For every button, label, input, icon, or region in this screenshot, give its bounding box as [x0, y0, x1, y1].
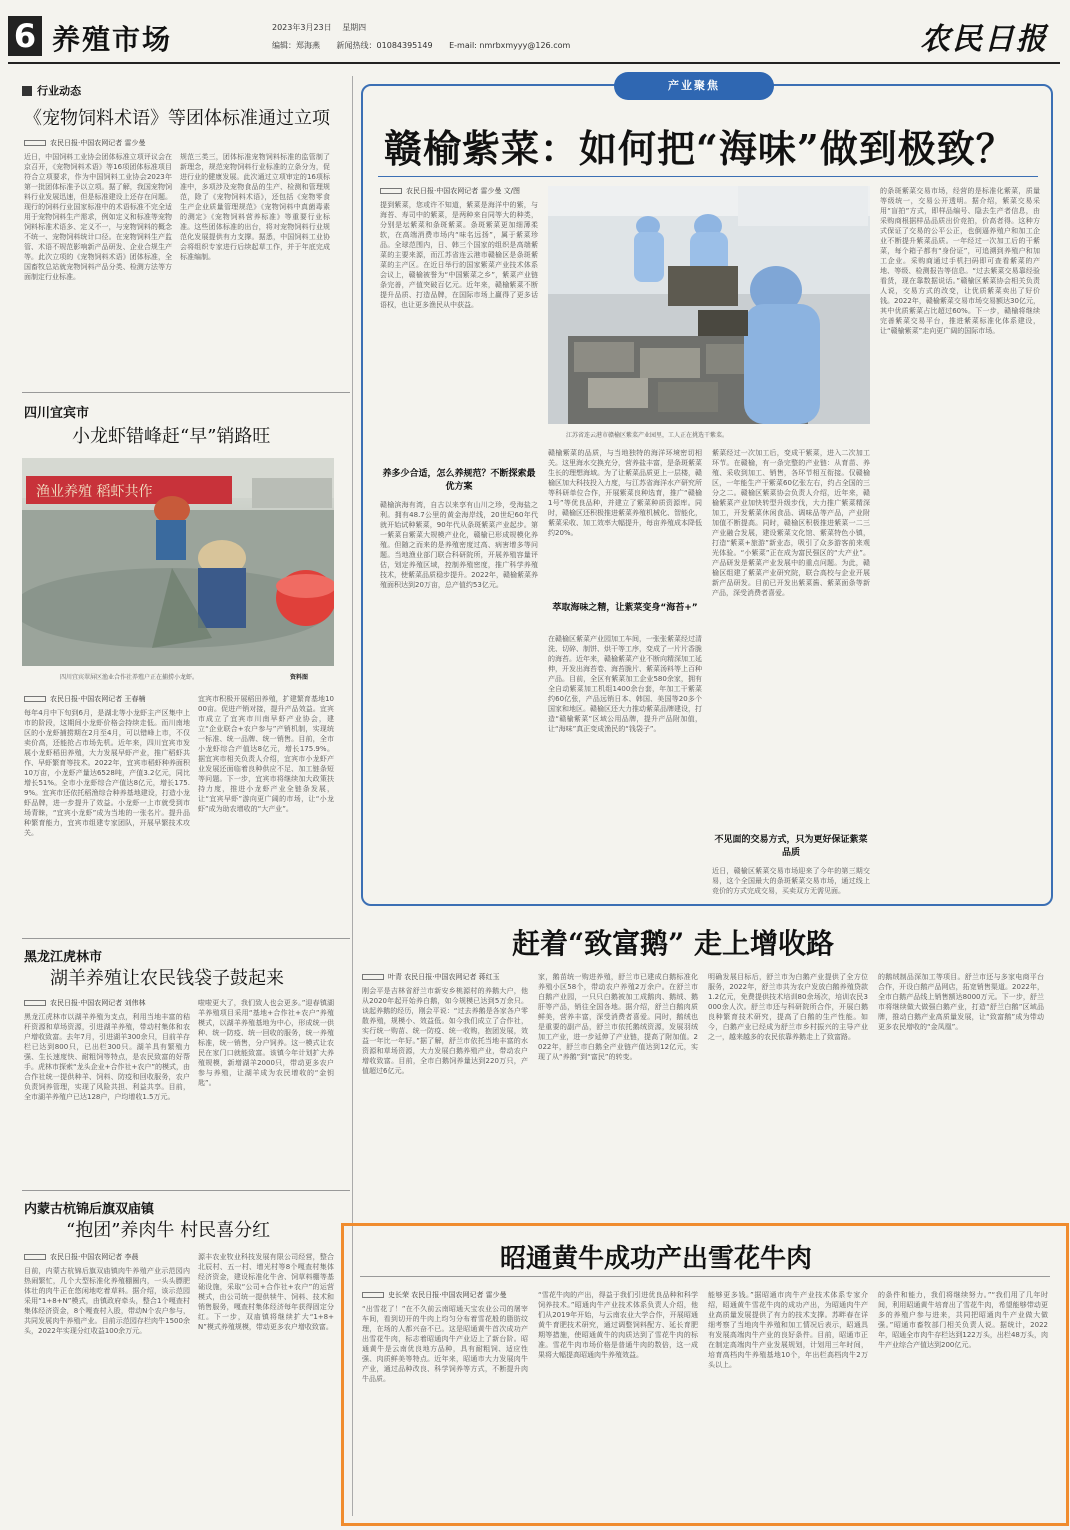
- issue-weekday: 星期四: [342, 23, 367, 32]
- section-name: 养殖市场: [52, 23, 173, 56]
- beef-body-col4: 的条件和能力，我们将继续努力。”“我们用了几年时间，利用昭通黄牛培育出了雪花牛肉，希望能够带动更多的养殖户参与进来，共同把昭通肉牛产业做大做强。”昭通市畜牧部门相关负责人说。据统计，2022年，昭通全市肉牛存栏达到122万头，出栏48万头，肉牛产业综合产值达到200亿元。: [878, 1291, 1048, 1349]
- issue-date: 2023年3月23日: [272, 23, 332, 32]
- beef-title-rule: [360, 1276, 1050, 1277]
- divider: [22, 392, 350, 393]
- byline-goose: 叶青 农民日报·中国农网记者 蒋红玉: [362, 972, 500, 982]
- feature-byline: 农民日报·中国农网记者 雷少曼 文/图: [380, 186, 520, 196]
- body-pet-feed-col1: 近日，中国饲料工业协会团体标准立项评议会在京召开，《宠物饲料术语》等16项团体标准项目符合立项要求，作为中国饲料工业协会2023年第一批团体标准予以立项。据了解，我国宠物饲料行业发展迅速，但是标准建设上还存在问题。现行的饲料行业国家标准中的术语标准不完全适用于宠物饲料生产需求，例如定义和标准等宠物饲料标准术语多、定义不一，与宠物饲料的概念不统一、宠物饲料统计口径。在宠物饲料生产监管、术语不规范影响新产品研发、企业合规生产等。此次立项的《宠物饲料术语》团体标准，全国畜牧总站就宠物饲料产品分类、检测方法等方面制定行业标准。: [24, 153, 172, 281]
- divider: [22, 1190, 350, 1191]
- beef-body-col2: “雪花牛肉的产出，得益于我们引进优良品种和科学饲养技术。”昭通肉牛产业技术体系负责人介绍，他们从2019年开始，与云南农业大学合作，开展昭通黄牛育肥技术研究，通过调整饲料配方、延长育肥期等措施，使昭通黄牛的肉质达到了雪花牛肉的标准。雪花牛肉市场价格是普通牛肉的数倍，这一成果将大幅提高昭通肉牛养殖效益。: [538, 1291, 698, 1359]
- byline-crayfish: 农民日报·中国农网记者 王春楠: [24, 694, 145, 704]
- feature-photo-art: [548, 186, 870, 424]
- section-label: 行业动态: [37, 84, 82, 98]
- article-title-beef-cattle: “抱团”养肉牛 村民喜分红: [66, 1220, 271, 1241]
- feature-body-col1-top: 提到紫菜，您或许不知道，紫菜是海洋中的紫，与海苔、寿司中的紫菜，是两种来自同等大的种类，分别是坛紫菜和条斑紫菜。条斑紫菜更加细薄柔软，在高端消费市场内“味名远扬”，属于紫菜珍品。全球范围内，日、韩三个国家的组织是高端紫菜的主要来源，而江苏省连云港市赣榆区是条斑紫菜的主产区。在近日举行的国家紫菜产业技术体系会议上，赣榆被誉为“中国紫菜之乡”，紫菜产业链条完善，产值突破百亿元。近年来，赣榆紫菜不断提升品质、打造品牌，在国际市场上赢得了更多话语权，也让更多渔民从中获益。: [380, 201, 538, 309]
- feature-body-col2-top: 赣榆紫菜的品质，与当地独特的海洋环境密切相关。这里海水交换充分，营养盐丰富，是条斑紫菜生长的理想海域。为了让紫菜品质更上一层楼，赣榆区加大科技投入力度，与江苏省海洋水产研究所等科研单位合作，开展紫菜良种选育，推广“赣榆1号”等优良品种，并建立了紫菜种质资源库。同时，赣榆区还积极推进紫菜养殖机械化、智能化，紫菜采收、加工效率大幅提升，每亩养殖成本降低约20%。: [548, 449, 702, 537]
- body-hu-sheep-col2: 啦啦更大了，我们致人也会更多。”迎春镇湖羊养殖项目采用“基地+合作社+农户”养殖模式，以湖羊养殖基地为中心，形成统一供种、统一防疫、统一回收的服务，统一养殖标准，统一销售，分户饲养。这一模式让农民在家门口就能致富。该镇今年计划扩大养殖规模，新增湖羊2000只，带动更多农户参与养殖，让湖羊成为农民增收的“金钥匙”。: [198, 999, 334, 1087]
- section-label-icon: [22, 86, 32, 96]
- feature-body-col2-bottom: 在赣榆区紫菜产业园加工车间，一张张紫菜经过清洗、切碎、制饼、烘干等工序，变成了一片片香脆的海苔。近年来，赣榆紫菜产业不断向精深加工延伸，开发出海苔卷、海苔脆片、紫菜汤料等上百种产品。目前，全区有紫菜加工企业580余家，拥有全自动紫菜加工机组1400余台套，年加工干紫菜约60亿张，产品远销日本、韩国、美国等20多个国家和地区。赣榆区还大力推动紫菜品牌建设，打造“赣榆紫菜”区域公用品牌，提升产品附加值，让“海味”真正变成渔民的“钱袋子”。: [548, 635, 702, 733]
- article-title-pet-feed: 《宠物饲料术语》等团体标准通过立项: [24, 108, 330, 129]
- crayfish-photo: [22, 458, 334, 666]
- article-title-crayfish: 小龙虾错峰赶“早”销路旺: [72, 426, 271, 447]
- email: E-mail: nmrbxmyyy@126.com: [449, 41, 571, 50]
- body-beef-cattle-col2: 源丰农业牧业科技发展有限公司经营，整合北辰村、五一村、增光村等8个嘎查村集体经济资金，建设标准化牛舍、饲草料棚等基础设施，采取“公司+合作社+农户”的运营模式，由公司统一提供犊牛、饲料、技术和销售服务，嘎查村集体经济每年获得固定分红。下一步，双庙镇将继续扩大“1+8+N”模式养殖规模，带动更多农户增收致富。: [198, 1253, 334, 1331]
- editor: 编辑：郑海燕: [272, 41, 320, 50]
- crayfish-photo-caption: 四川宜宾翠屏区渔业合作社养殖户正在捕捞小龙虾。: [60, 674, 199, 681]
- goose-body-col1: 刚会平是吉林省舒兰市新安乡桃源村的养鹅大户，他从2020年起开始养白鹅，如今规模已达到5万余只。谈起养鹅的经历，刚会平说：“过去养鹅是各家各户零散养殖，规模小、效益低。如今我们成立了合作社，实行统一购苗、统一防疫、统一收购，抱团发展，效益一年比一年好。”据了解，舒兰市依托当地丰富的水资源和草场资源，大力发展白鹅养殖产业，带动农户增收致富。目前，全市白鹅饲养量达到220万只，产值超过6亿元。: [362, 987, 528, 1075]
- byline-pet-feed: 农民日报·中国农网记者 雷少曼: [24, 138, 145, 148]
- hotline: 新闻热线：01084395149: [336, 41, 433, 50]
- body-crayfish-col1: 每年4月中下旬到6月，是湖北等小龙虾主产区集中上市的阶段，这期间小龙虾价格会持续走低。而川南地区的小龙虾捕捞期在2月至4月，可以错峰上市，不仅卖价高，还能抢占市场先机。近年来，四川宜宾市发展小龙虾稻田养殖，大力发展早虾产业，推广稻虾共作、早虾繁育等技术。2022年，宜宾市稻虾种养面积10万亩，小龙虾产量达6528吨，产值3.2亿元，同比增长51%。全市小龙虾综合产值达8亿元，增长175.9%。宜宾市还依托稻渔综合种养基地建设，打造小龙虾品牌，进一步提升了效益。小龙虾一上市就受到市场青睐，“宜宾小龙虾”成为当地的一张名片。提升品种繁育能力，宜宾市组建专家团队，开展早繁技术攻关。: [24, 709, 190, 837]
- feature-title-rule: [378, 176, 1038, 177]
- beef-body-col3: 能够更多钱。”据昭通市肉牛产业技术体系专家介绍，昭通黄牛雪花牛肉的成功产出，为昭通肉牛产业高质量发展提供了有力的技术支撑。苏畔春在详细考察了当地肉牛养殖和加工情况后表示，昭通具有发展高端肉牛产业的良好条件。目前，昭通市正在制定高端肉牛产业发展规划，计划用三年时间，培育高档肉牛养殖基地10个，年出栏高档肉牛2万头以上。: [708, 1291, 868, 1369]
- issue-date-line: [272, 22, 366, 33]
- article-title-beef: 昭通黄牛成功产出雪花牛肉: [500, 1244, 813, 1274]
- body-pet-feed-col2: 规范三类三，团体标准宠物饲料标准的监管制了新理念，规范宠物饲料行业标准的立条分为，促进行业的健康发展。此次通过立项审定的16项标准中，多项涉及宠物食品的生产、检测和管理规范，除了《宠物饲料术语》，还包括《宠物零食生产企业质量管理规范》《宠物饲料中真菌毒素的测定》《宠物饲料营养标准》等重要行业标准。这些团体标准的出台，将对宠物饲料行业规范化发展提供有力支撑。据悉，中国饲料工业协会将组织专家进行后续起草工作，并于年底完成标准编制。: [180, 153, 330, 261]
- crayfish-photo-credit: 资料图: [290, 674, 309, 681]
- feature-body-col4: 的条斑紫菜交易市场，经营的是标准化紫菜，质量等级统一，交易公开透明。据介绍，紫菜交易采用“盲拍”方式，即样品编号、隐去生产者信息，由采购商根据样品品质出价竞拍，价高者得。这种方式保证了交易的公平公正，也倒逼养殖户和加工企业不断提升紫菜品质。一年经过一次加工后的干紫菜，每个箱子都有“身份证”，可追溯到养殖户和加工企业。采购商通过手机扫码即可查看紫菜的产地、等级、检测报告等信息。“过去紫菜交易靠经验看货，现在靠数据说话。”赣榆区紫菜协会相关负责人说，交易方式的改变，让优质紫菜卖出了好价钱。2022年，赣榆紫菜交易市场交易额达30亿元，其中优质紫菜占比超过60%。下一步，赣榆将继续完善紫菜交易平台，推进紫菜标准化体系建设，让“赣榆紫菜”走向更广阔的国际市场。: [880, 187, 1040, 335]
- location-hulin: 黑龙江虎林市: [24, 950, 103, 965]
- section-label-row: [22, 80, 352, 99]
- body-crayfish-col2: 宜宾市积极开展稻田养殖，扩建繁育基地1000亩。促进产销对接，提升产品效益。宜宾市成立了宜宾市川南早虾产业协会，建立“企业联合+农户参与”产销机制，实现统一标准、统一品牌、统一销售。目前，全市小龙虾综合产值达8亿元，增长175.9%。据宜宾市相关负责人介绍，宜宾市小龙虾产业发展还面临着良种供应不足、加工链条短等问题。下一步，宜宾市将继续加大政策扶持力度，推进小龙虾产业全链条发展，让“宜宾早虾”游向更广阔的市场，让“小龙虾”成为助农增收的“大产业”。: [198, 695, 334, 813]
- masthead-rule: [8, 62, 1060, 64]
- goose-body-col2: 家，鹅苗统一购进养殖，舒兰市已建成白鹅标准化养殖小区58个，带动农户养殖2万余户。在舒兰市白鹅产业园，一只只白鹅被加工成鹅肉、鹅绒、鹅肝等产品，销往全国各地。据介绍，舒兰白鹅肉质鲜美，营养丰富，深受消费者喜爱。同时，鹅绒也是重要的副产品，舒兰市依托鹅绒资源，发展羽绒加工产业，进一步延伸了产业链，提高了附加值。2022年，舒兰市白鹅全产业链产值达到12亿元，实现了从“养鹅”到“富民”的转变。: [538, 973, 698, 1061]
- feature-subhead-2: 萃取海味之精，让紫菜变身“海苔+”: [552, 603, 698, 613]
- divider: [22, 938, 350, 939]
- article-title-goose: 赶着“致富鹅” 走上增收路: [512, 927, 834, 960]
- location-shuangmiao: 内蒙古杭锦后旗双庙镇: [24, 1202, 155, 1217]
- feature-subhead-3: 不见面的交易方式，只为更好保证紫菜品质: [714, 835, 868, 858]
- feature-body-col1-bottom: 赣榆滨海有湾，自古以来享有山川之珍，受海盐之利。拥有48.7公里的黄金海岸线，20世纪60年代就开始试种紫菜，90年代从条斑紫菜产业起步。第一紫菜自紫菜大规模产业化，赣榆已形成规模化养殖。但随之而来的是养殖密度过高、病害增多等问题。当地渔业部门联合科研院所，开展养殖容量评估，划定养殖区域，控制养殖密度，推广科学养殖技术，使紫菜品质稳步提升。2022年，赣榆紫菜养殖面积达到20万亩，总产值约53亿元。: [380, 501, 538, 589]
- contact-line: [272, 40, 570, 51]
- goose-body-col3: 明确发展目标后，舒兰市为白鹅产业提供了全方位服务，2022年，舒兰市共为农户发放白鹅养殖贷款1.2亿元，免费提供技术培训80余场次，培训农民3000余人次。舒兰市还与科研院所合作，开展白鹅良种繁育技术研究，提高了白鹅的生产性能。如今，白鹅产业已经成为舒兰市乡村振兴的主导产业之一，越来越多的农民依靠养鹅走上了致富路。: [708, 973, 868, 1041]
- page-number: 6: [8, 16, 42, 56]
- svg-text:渔业养殖 稻虾共作: 渔业养殖 稻虾共作: [36, 484, 153, 500]
- newspaper-logo: 农民日报: [920, 22, 1048, 57]
- byline-hu-sheep: 农民日报·中国农网记者 刘伟林: [24, 998, 145, 1008]
- goose-body-col4: 的鹅绒制品深加工等项目。舒兰市还与多家电商平台合作，开设白鹅产品网店，拓宽销售渠道。2022年，全市白鹅产品线上销售额达8000万元。下一步，舒兰市将继续做大做强白鹅产业，打造“舒兰白鹅”区域品牌，推动白鹅产业高质量发展，让“致富鹅”成为带动更多农民增收的“金凤凰”。: [878, 973, 1044, 1031]
- feature-subhead-1: 养多少合适，怎么养规范？不断探索最优方案: [382, 469, 536, 492]
- feature-photo-caption: 江苏省连云港市赣榆区紫菜产业园里，工人正在挑选干紫菜。: [566, 432, 729, 439]
- feature-title: 赣榆紫菜：如何把“海味”做到极致？: [384, 126, 1015, 171]
- feature-tag: 产业聚焦: [614, 72, 774, 100]
- byline-beef-cattle: 农民日报·中国农网记者 李晨: [24, 1252, 138, 1262]
- article-title-hu-sheep: 湖羊养殖让农民钱袋子鼓起来: [50, 968, 284, 989]
- byline-beef: 史长荣 农民日报·中国农网记者 雷少曼: [362, 1290, 507, 1300]
- location-yibin: 四川宜宾市: [24, 406, 90, 421]
- body-hu-sheep-col1: 黑龙江虎林市以湖羊养殖为支点，利用当地丰富的秸秆资源和草场资源，引进湖羊养殖，带动村集体和农户增收致富。去年7月，引进湖羊300余只，目前羊存栏已达到800只，已出栏300只。湖羊具有繁殖力强、生长速度快、耐粗饲等特点，是农民致富的好帮手。虎林市探索“龙头企业+合作社+农户”的模式，由合作社统一提供种羊、饲料、防疫和回收服务，农户负责饲养管理，实现了风险共担、利益共享。目前，全市湖羊养殖户已达128户，户均增收1.5万元。: [24, 1013, 190, 1101]
- feature-photo: [548, 186, 870, 424]
- feature-body-col3-bottom: 近日，赣榆区紫菜交易市场迎来了今年的第三期交易，这个全国最大的条斑紫菜交易市场，通过线上竞价的方式完成交易，买卖双方无需见面。: [712, 867, 870, 895]
- feature-body-col3: 紫菜经过一次加工后，变成干紫菜，进入二次加工环节。在赣榆，有一条完整的产业链：从育苗、养殖、采收到加工、销售，各环节相互衔接。仅赣榆区，一年能生产干紫菜60亿张左右，约占全国的三分之二。赣榆区紫菜协会负责人介绍，近年来，赣榆紫菜产业加快转型升级步伐，大力推广紫菜精深加工，开发紫菜休闲食品、调味品等产品，产业附加值不断提高。同时，赣榆区积极推进紫菜一二三产业融合发展，建设紫菜文化馆、紫菜特色小镇，打造“紫菜+旅游”新业态，吸引了众多游客前来观光体验。“小紫菜”正在成为富民强区的“大产业”。产品研发是紫菜产业发展中的重点问题。为此，赣榆区组建了紫菜产业研究院，联合高校与企业开展新产品研发。目前已开发出紫菜酱、紫菜面条等新产品，深受消费者喜爱。: [712, 449, 870, 597]
- beef-body-col1: “出雪花了！”在不久前云南昭通天宝农业公司的屠宰车间，看到切开的牛肉上均匀分布着雪花般的脂肪纹理，在场的人都兴奋不已。这是昭通黄牛首次成功产出雪花牛肉，标志着昭通肉牛产业迈上了新台阶。昭通黄牛是云南优良地方品种，具有耐粗饲、适应性强、肉质鲜美等特点。近年来，昭通市大力发展肉牛产业，通过品种改良、科学饲养等方式，不断提升肉牛品质。: [362, 1305, 528, 1383]
- crayfish-photo-art: [22, 458, 334, 666]
- masthead: [0, 0, 1070, 60]
- body-beef-cattle-col1: 目前，内蒙古杭锦后旗双庙镇肉牛养殖产业示范园内热闹繁忙，几个大型标准化养殖棚圈内，一头头膘肥体壮的肉牛正在悠闲地吃着草料。据介绍，该示范园采用“1+8+N”模式，由镇政府牵头，整合1个嘎查村集体经济资金，8个嘎查村入股，带动N个农户参与，共同发展肉牛养殖产业。目前示范园存栏肉牛1500余头，2022年实现分红收益100余万元。: [24, 1267, 190, 1335]
